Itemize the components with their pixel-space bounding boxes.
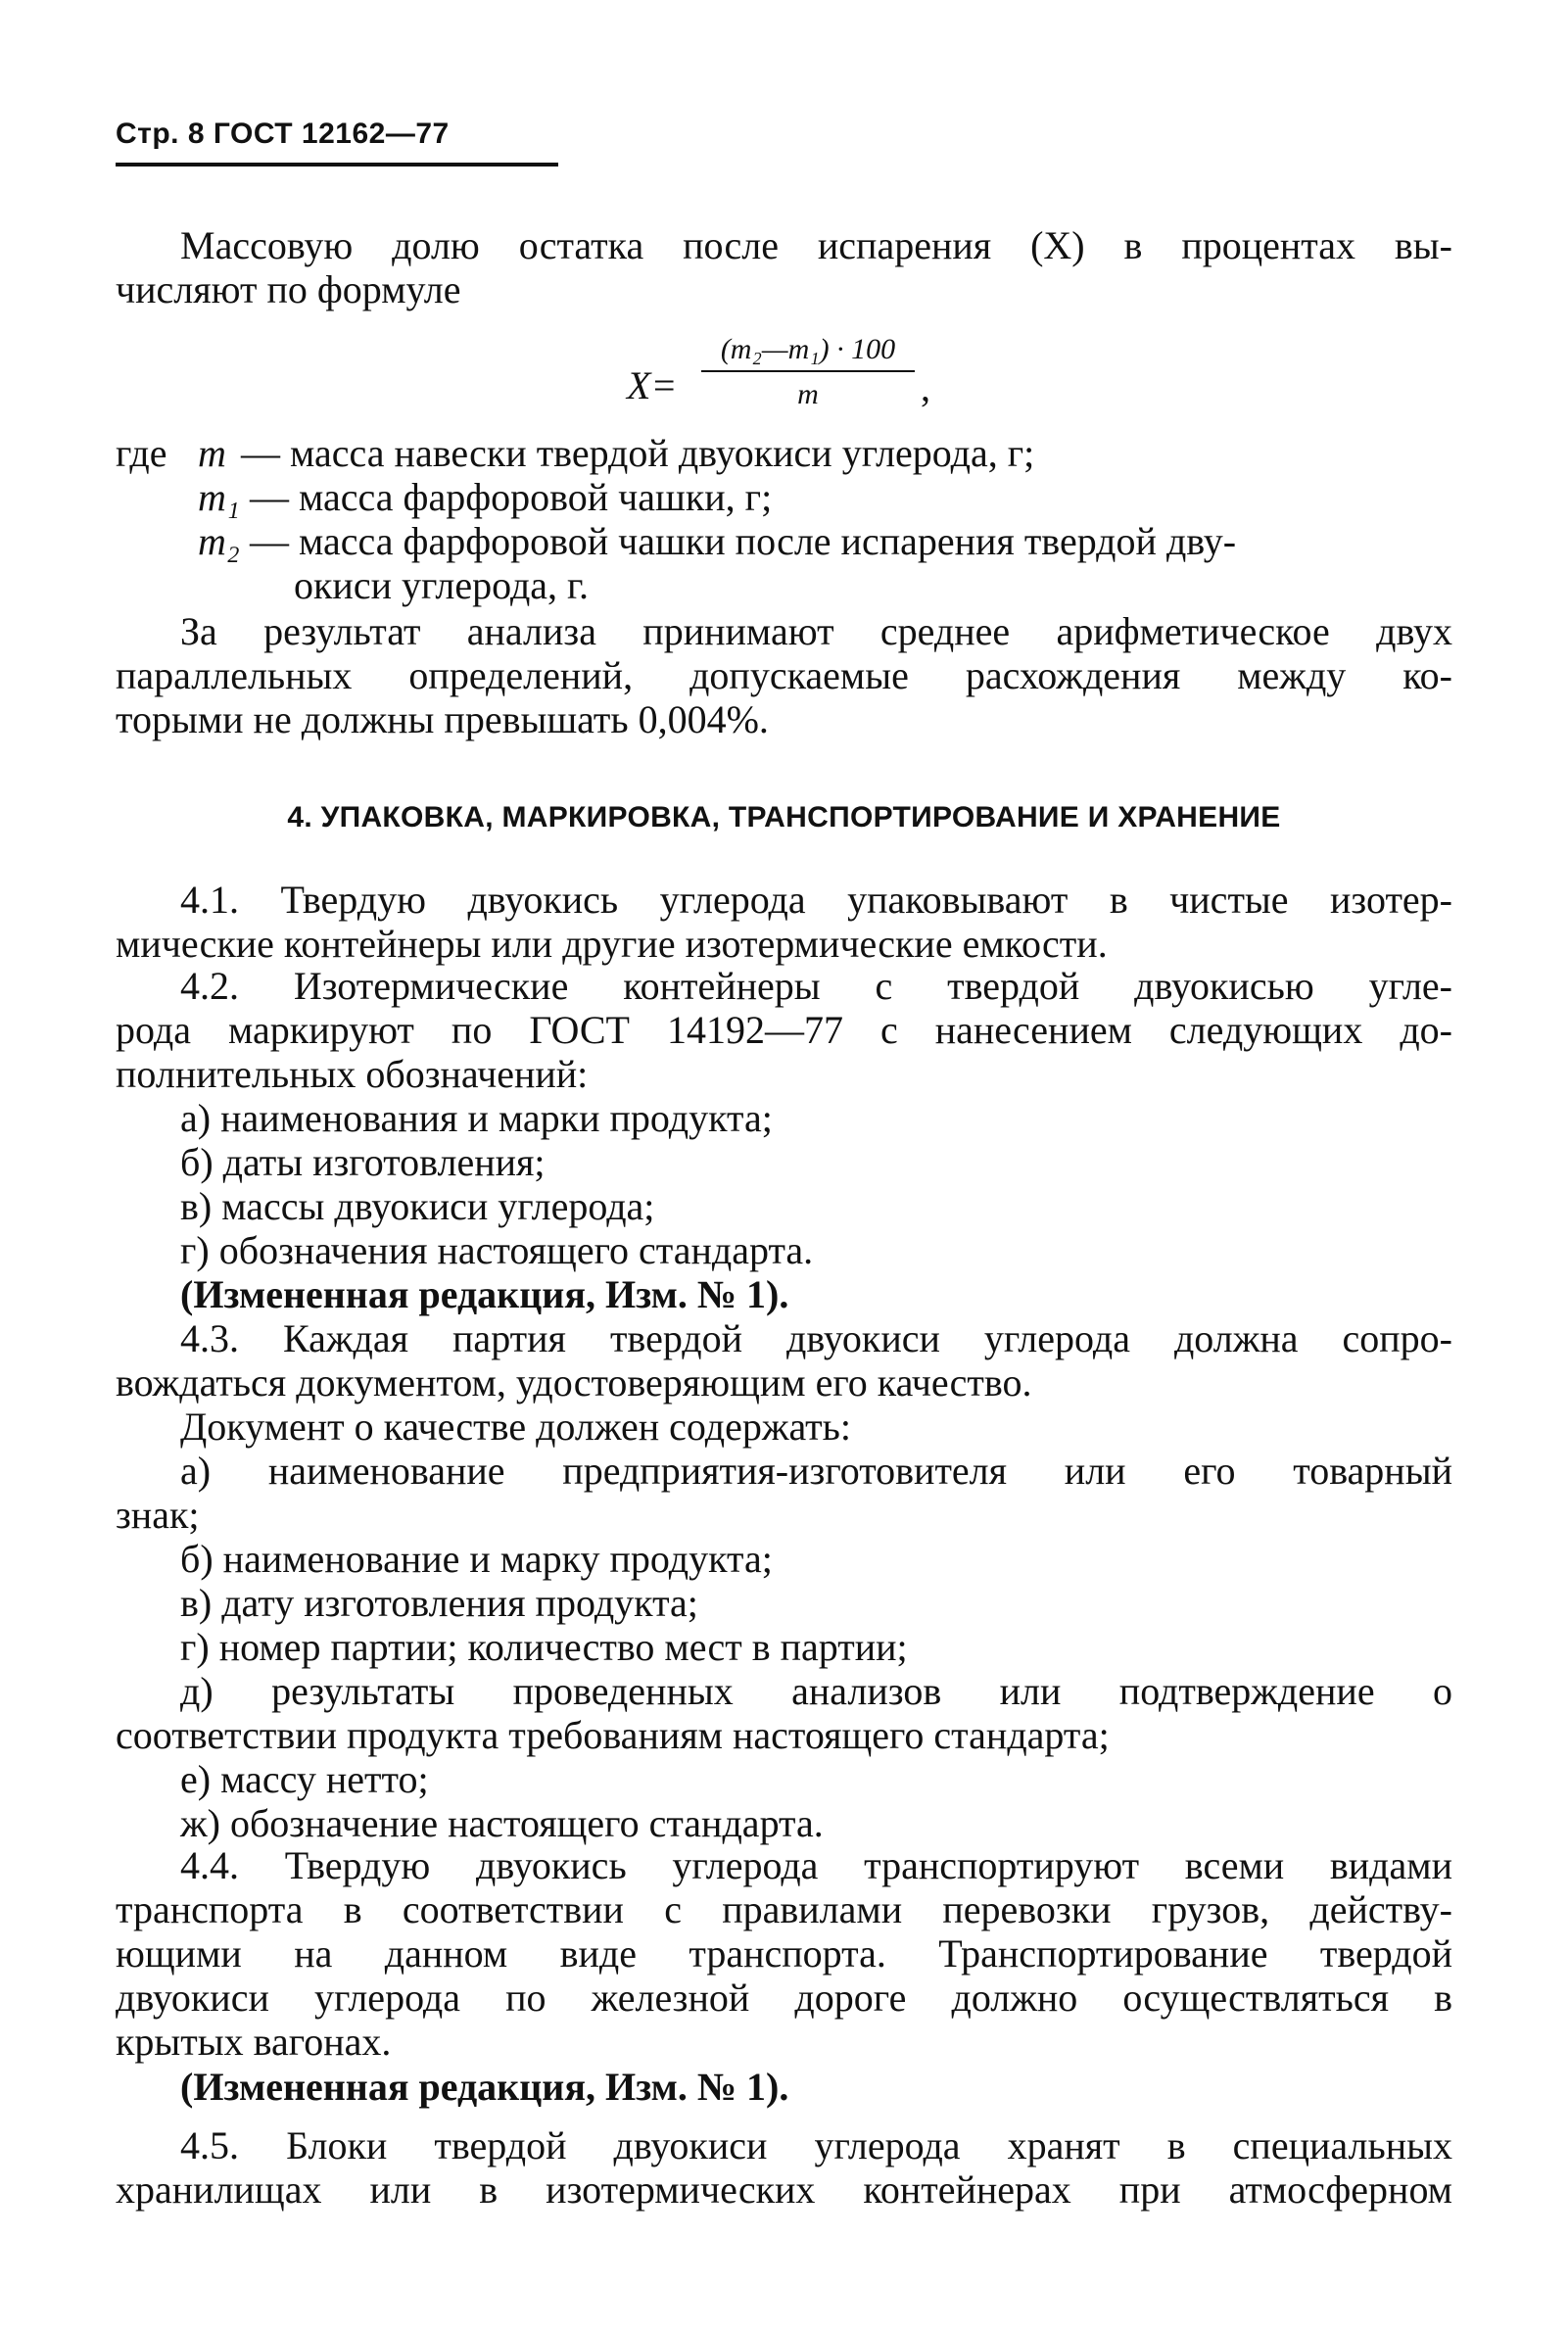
clause-4-5: [116, 2123, 1452, 2212]
clause-4-3: [116, 1316, 1452, 1845]
list-item: а) наименования и марки продукта;: [180, 1096, 773, 1140]
definition-variable: m₁: [198, 475, 240, 519]
clause-4-4-line-5: крытых вагонах.: [116, 2020, 392, 2064]
amendment-note: (Измененная редакция, Изм. № 1).: [180, 2065, 789, 2109]
clause-4-1-line-2: мические контейнеры или другие изотермические емкости.: [116, 922, 1108, 966]
list-item: г) номер партии; количество мест в партии;: [180, 1625, 908, 1669]
clause-4-3-doc-intro: Документ о качестве должен содержать:: [180, 1405, 852, 1449]
formula-numerator: (m₂—m₁) · 100: [720, 333, 896, 365]
clause-4-2-line-1: 4.2. Изотермические контейнеры с твердой двуокисью угле-: [180, 964, 1452, 1008]
result-line-2: параллельных определений, допускаемые расхождения между ко-: [116, 653, 1452, 697]
definition-text: — масса фарфоровой чашки после испарения твердой дву-: [250, 519, 1237, 563]
list-item: д) результаты проведенных анализов или подтверждение о: [180, 1669, 1452, 1713]
clause-4-1: [116, 878, 1452, 966]
list-item: а) наименование предприятия-изготовителя или его товарный: [180, 1449, 1452, 1493]
list-item: г) обозначения настоящего стандарта.: [180, 1228, 814, 1272]
formula-denominator: m: [797, 378, 819, 410]
fraction-bar: [701, 370, 915, 372]
section-title: 4. УПАКОВКА, МАРКИРОВКА, ТРАНСПОРТИРОВАНИЕ И ХРАНЕНИЕ: [287, 801, 1281, 833]
clause-4-2-line-2: рода маркируют по ГОСТ 14192—77 с нанесением следующих до-: [116, 1008, 1452, 1052]
list-item: в) массы двуокиси углерода;: [180, 1184, 655, 1228]
list-item: в) дату изготовления продукта;: [180, 1581, 698, 1625]
clause-4-4: [116, 1843, 1452, 2064]
result-line-3: торыми не должны превышать 0,004%.: [116, 697, 769, 741]
formula-fraction: [701, 333, 915, 411]
intro-paragraph: [116, 223, 1452, 311]
definition-variable: m: [198, 431, 226, 475]
result-paragraph: [116, 609, 1452, 741]
definition-variable: m₂: [198, 519, 240, 563]
clause-4-4-line-3: ющими на данном виде транспорта. Транспортирование твердой: [116, 1931, 1452, 1976]
clause-4-4-line-4: двуокиси углерода по железной дороге должно осуществляться в: [116, 1976, 1452, 2020]
list-item-continuation: соответствии продукта требованиям настоящего стандарта;: [116, 1713, 1110, 1757]
clause-4-2: [116, 964, 1452, 1316]
header-rule: [116, 163, 558, 167]
intro-line-2: числяют по формуле: [116, 267, 461, 311]
clause-4-5-line-1: 4.5. Блоки твердой двуокиси углерода хранят в специальных: [180, 2123, 1452, 2167]
formula-tail: ,: [921, 365, 930, 409]
clause-4-1-line-1: 4.1. Твердую двуокись углерода упаковывают в чистые изотер-: [180, 878, 1452, 922]
list-item-continuation: знак;: [116, 1493, 200, 1537]
formula-lhs: X=: [627, 363, 678, 407]
clause-4-3-line-1: 4.3. Каждая партия твердой двуокиси углерода должна сопро-: [180, 1316, 1452, 1360]
definition-text: — масса навески твердой двуокиси углерода, г;: [241, 431, 1035, 475]
definition-lead: где: [116, 431, 167, 475]
clause-4-2-line-3: полнительных обозначений:: [116, 1052, 589, 1096]
list-item: б) наименование и марку продукта;: [180, 1537, 773, 1581]
page-header: Стр. 8 ГОСТ 12162—77: [116, 118, 450, 150]
definition-text: окиси углерода, г.: [294, 563, 589, 607]
clause-4-4-line-1: 4.4. Твердую двуокись углерода транспортируют всеми видами: [180, 1843, 1452, 1887]
clause-4-5-line-2: хранилищах или в изотермических контейнерах при атмосферном: [116, 2167, 1452, 2212]
amendment-note: (Измененная редакция, Изм. № 1).: [180, 1272, 789, 1316]
list-item: е) массу нетто;: [180, 1757, 429, 1801]
clause-4-3-line-2: вождаться документом, удостоверяющим его качество.: [116, 1360, 1032, 1405]
clause-4-4-line-2: транспорта в соответствии с правилами перевозки грузов, действу-: [116, 1887, 1452, 1931]
intro-line-1: Массовую долю остатка после испарения (X) в процентах вы-: [180, 223, 1452, 267]
list-item: б) даты изготовления;: [180, 1140, 546, 1184]
result-line-1: За результат анализа принимают среднее арифметическое двух: [180, 609, 1452, 653]
list-item: ж) обозначение настоящего стандарта.: [180, 1801, 824, 1845]
definition-text: — масса фарфоровой чашки, г;: [250, 475, 773, 519]
